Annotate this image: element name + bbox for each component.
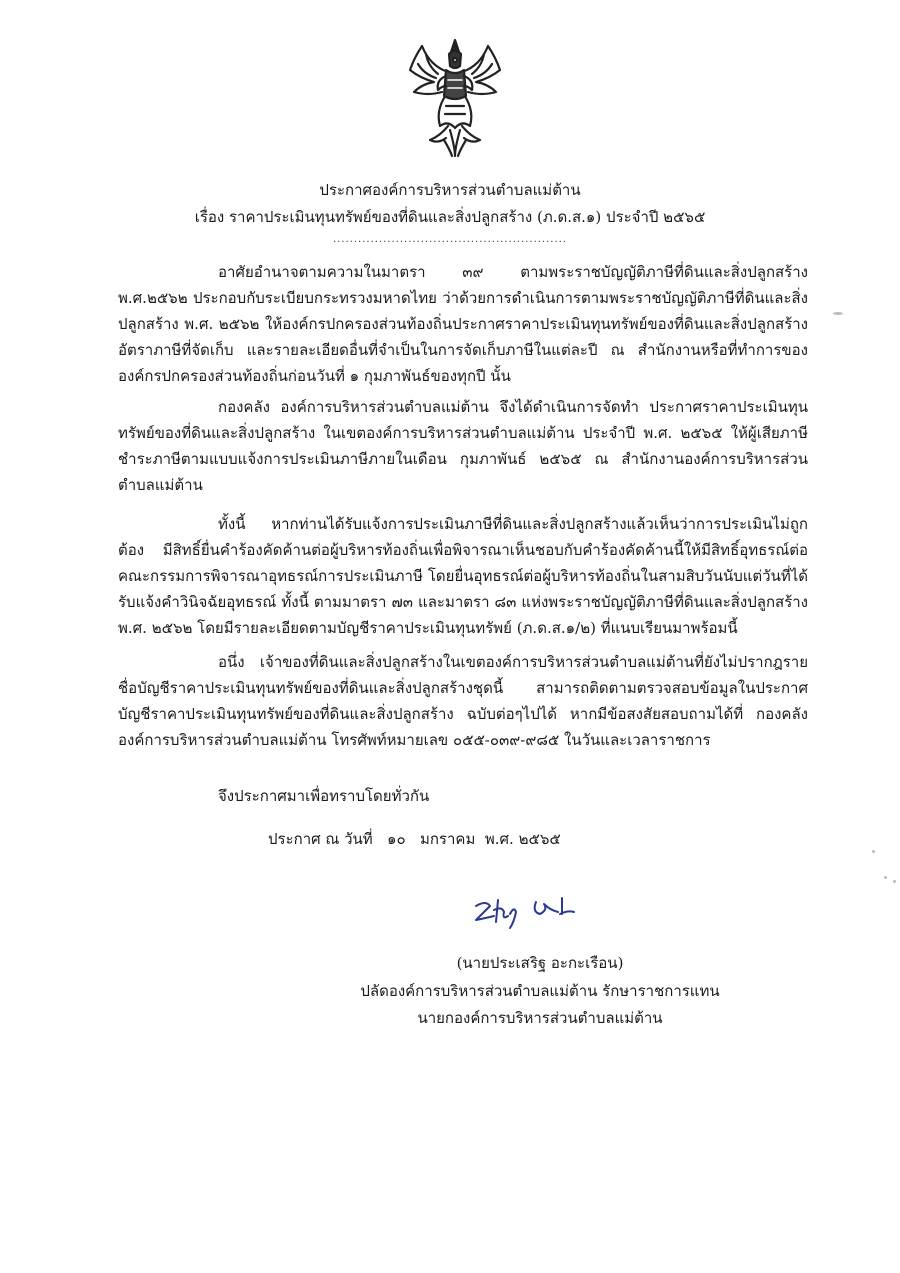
garuda-emblem-icon bbox=[400, 36, 510, 160]
scan-speck bbox=[833, 312, 843, 315]
title-separator: ........................................................ bbox=[332, 234, 567, 245]
signer-position-line-2: นายกองค์การบริหารส่วนตำบลแม่ต้าน bbox=[417, 1009, 663, 1027]
body-paragraph-4 bbox=[118, 649, 808, 753]
closing-line: จึงประกาศมาเพื่อทราบโดยทั่วกัน bbox=[218, 787, 430, 805]
body-paragraph-2 bbox=[118, 394, 808, 498]
scan-speck bbox=[872, 850, 875, 853]
body-paragraph-1 bbox=[118, 259, 808, 389]
paragraph-text: กองคลัง องค์การบริหารส่วนตำบลแม่ต้าน จึงได้ดำเนินการจัดทำ ประกาศราคาประเมินทุนทรัพย์ของที่ดินและสิ่งปลูกสร้าง ในเขตองค์การบริหารส่วนตำบลแม่ต้าน ประจำปี พ.ศ. ๒๕๖๕ ให้ผู้เสียภาษีชำระภาษีตามแบบแจ้งการประเมินภาษีภายในเดือน กุมภาพันธ์ ๒๕๖๕ ณ สำนักงานองค์การบริหารส่วนตำบลแม่ต้าน bbox=[118, 398, 808, 494]
scan-speck bbox=[893, 880, 896, 883]
announcement-date: ประกาศ ณ วันที่ ๑๐ มกราคม พ.ศ. ๒๕๖๕ bbox=[268, 830, 561, 848]
signer-position-line-1: ปลัดองค์การบริหารส่วนตำบลแม่ต้าน รักษาราชการแทน bbox=[360, 982, 720, 1000]
paragraph-text: ทั้งนี้ หากท่านได้รับแจ้งการประเมินภาษีที่ดินและสิ่งปลูกสร้างแล้วเห็นว่าการประเมินไม่ถูกต้อง มีสิทธิ์ยื่นคำร้องคัดค้านต่อผู้บริหารท้องถิ่นเพื่อพิจารณาเห็นชอบกับคำร้องคัดค้านนี้ให้มีสิทธิ์อุทธรณ์ต่อคณะกรรมการพิจารณาอุทธรณ์การประเมินภาษี โดยยื่นอุทธรณ์ต่อผู้บริหารท้องถิ่นในสามสิบวันนับแต่วันที่ได้รับแจ้งคำวินิจฉัยอุทธรณ์ ทั้งนี้ ตามมาตรา ๗๓ และมาตรา ๘๓ แห่งพระราชบัญญัติภาษีที่ดินและสิ่งปลูกสร้าง พ.ศ. ๒๕๖๒ โดยมีรายละเอียดตามบัญชีราคาประเมินทุนทรัพย์ (ภ.ด.ส.๑/๒) ที่แนบเรียนมาพร้อมนี้ bbox=[118, 515, 808, 637]
announcement-subject: เรื่อง ราคาประเมินทุนทรัพย์ของที่ดินและสิ่งปลูกสร้าง (ภ.ด.ส.๑) ประจำปี ๒๕๖๕ bbox=[194, 208, 706, 226]
paragraph-text: อาศัยอำนาจตามความในมาตรา ๓๙ ตามพระราชบัญญัติภาษีที่ดินและสิ่งปลูกสร้าง พ.ศ.๒๕๖๒ ประกอบกับระเบียบกระทรวงมหาดไทย ว่าด้วยการดำเนินการตามพระราชบัญญัติภาษีที่ดินและสิ่งปลูกสร้าง พ.ศ. ๒๕๖๒ ให้องค์กรปกครองส่วนท้องถิ่นประกาศราคาประเมินทุนทรัพย์ของที่ดินและสิ่งปลูกสร้าง อัตราภาษีที่จัดเก็บ และรายละเอียดอื่นที่จำเป็นในการจัดเก็บภาษีในแต่ละปี ณ สำนักงานหรือที่ทำการขององค์กรปกครองส่วนท้องถิ่นก่อนวันที่ ๑ กุมภาพันธ์ของทุกปี นั้น bbox=[118, 263, 808, 385]
scan-speck bbox=[884, 876, 887, 879]
body-paragraph-3 bbox=[118, 511, 808, 641]
announcement-title: ประกาศองค์การบริหารส่วนตำบลแม่ต้าน bbox=[319, 181, 581, 199]
signer-name: (นายประเสริฐ อะกะเรือน) bbox=[456, 954, 624, 972]
handwritten-signature-icon bbox=[470, 892, 590, 932]
paragraph-text: อนึ่ง เจ้าของที่ดินและสิ่งปลูกสร้างในเขตองค์การบริหารส่วนตำบลแม่ต้านที่ยังไม่ปรากฎรายชื่อบัญชีราคาประเมินทุนทรัพย์ของที่ดินและสิ่งปลูกสร้างชุดนี้ สามารถติดตามตรวจสอบข้อมูลในประกาศบัญชีราคาประเมินทุนทรัพย์ของที่ดินและสิ่งปลูกสร้าง ฉบับต่อๆไปได้ หากมีข้อสงสัยสอบถามได้ที่ กองคลังองค์การบริหารส่วนตำบลแม่ต้าน โทรศัพท์หมายเลข ๐๕๕-๐๓๙-๙๘๕ ในวันและเวลาราชการ bbox=[118, 653, 808, 749]
